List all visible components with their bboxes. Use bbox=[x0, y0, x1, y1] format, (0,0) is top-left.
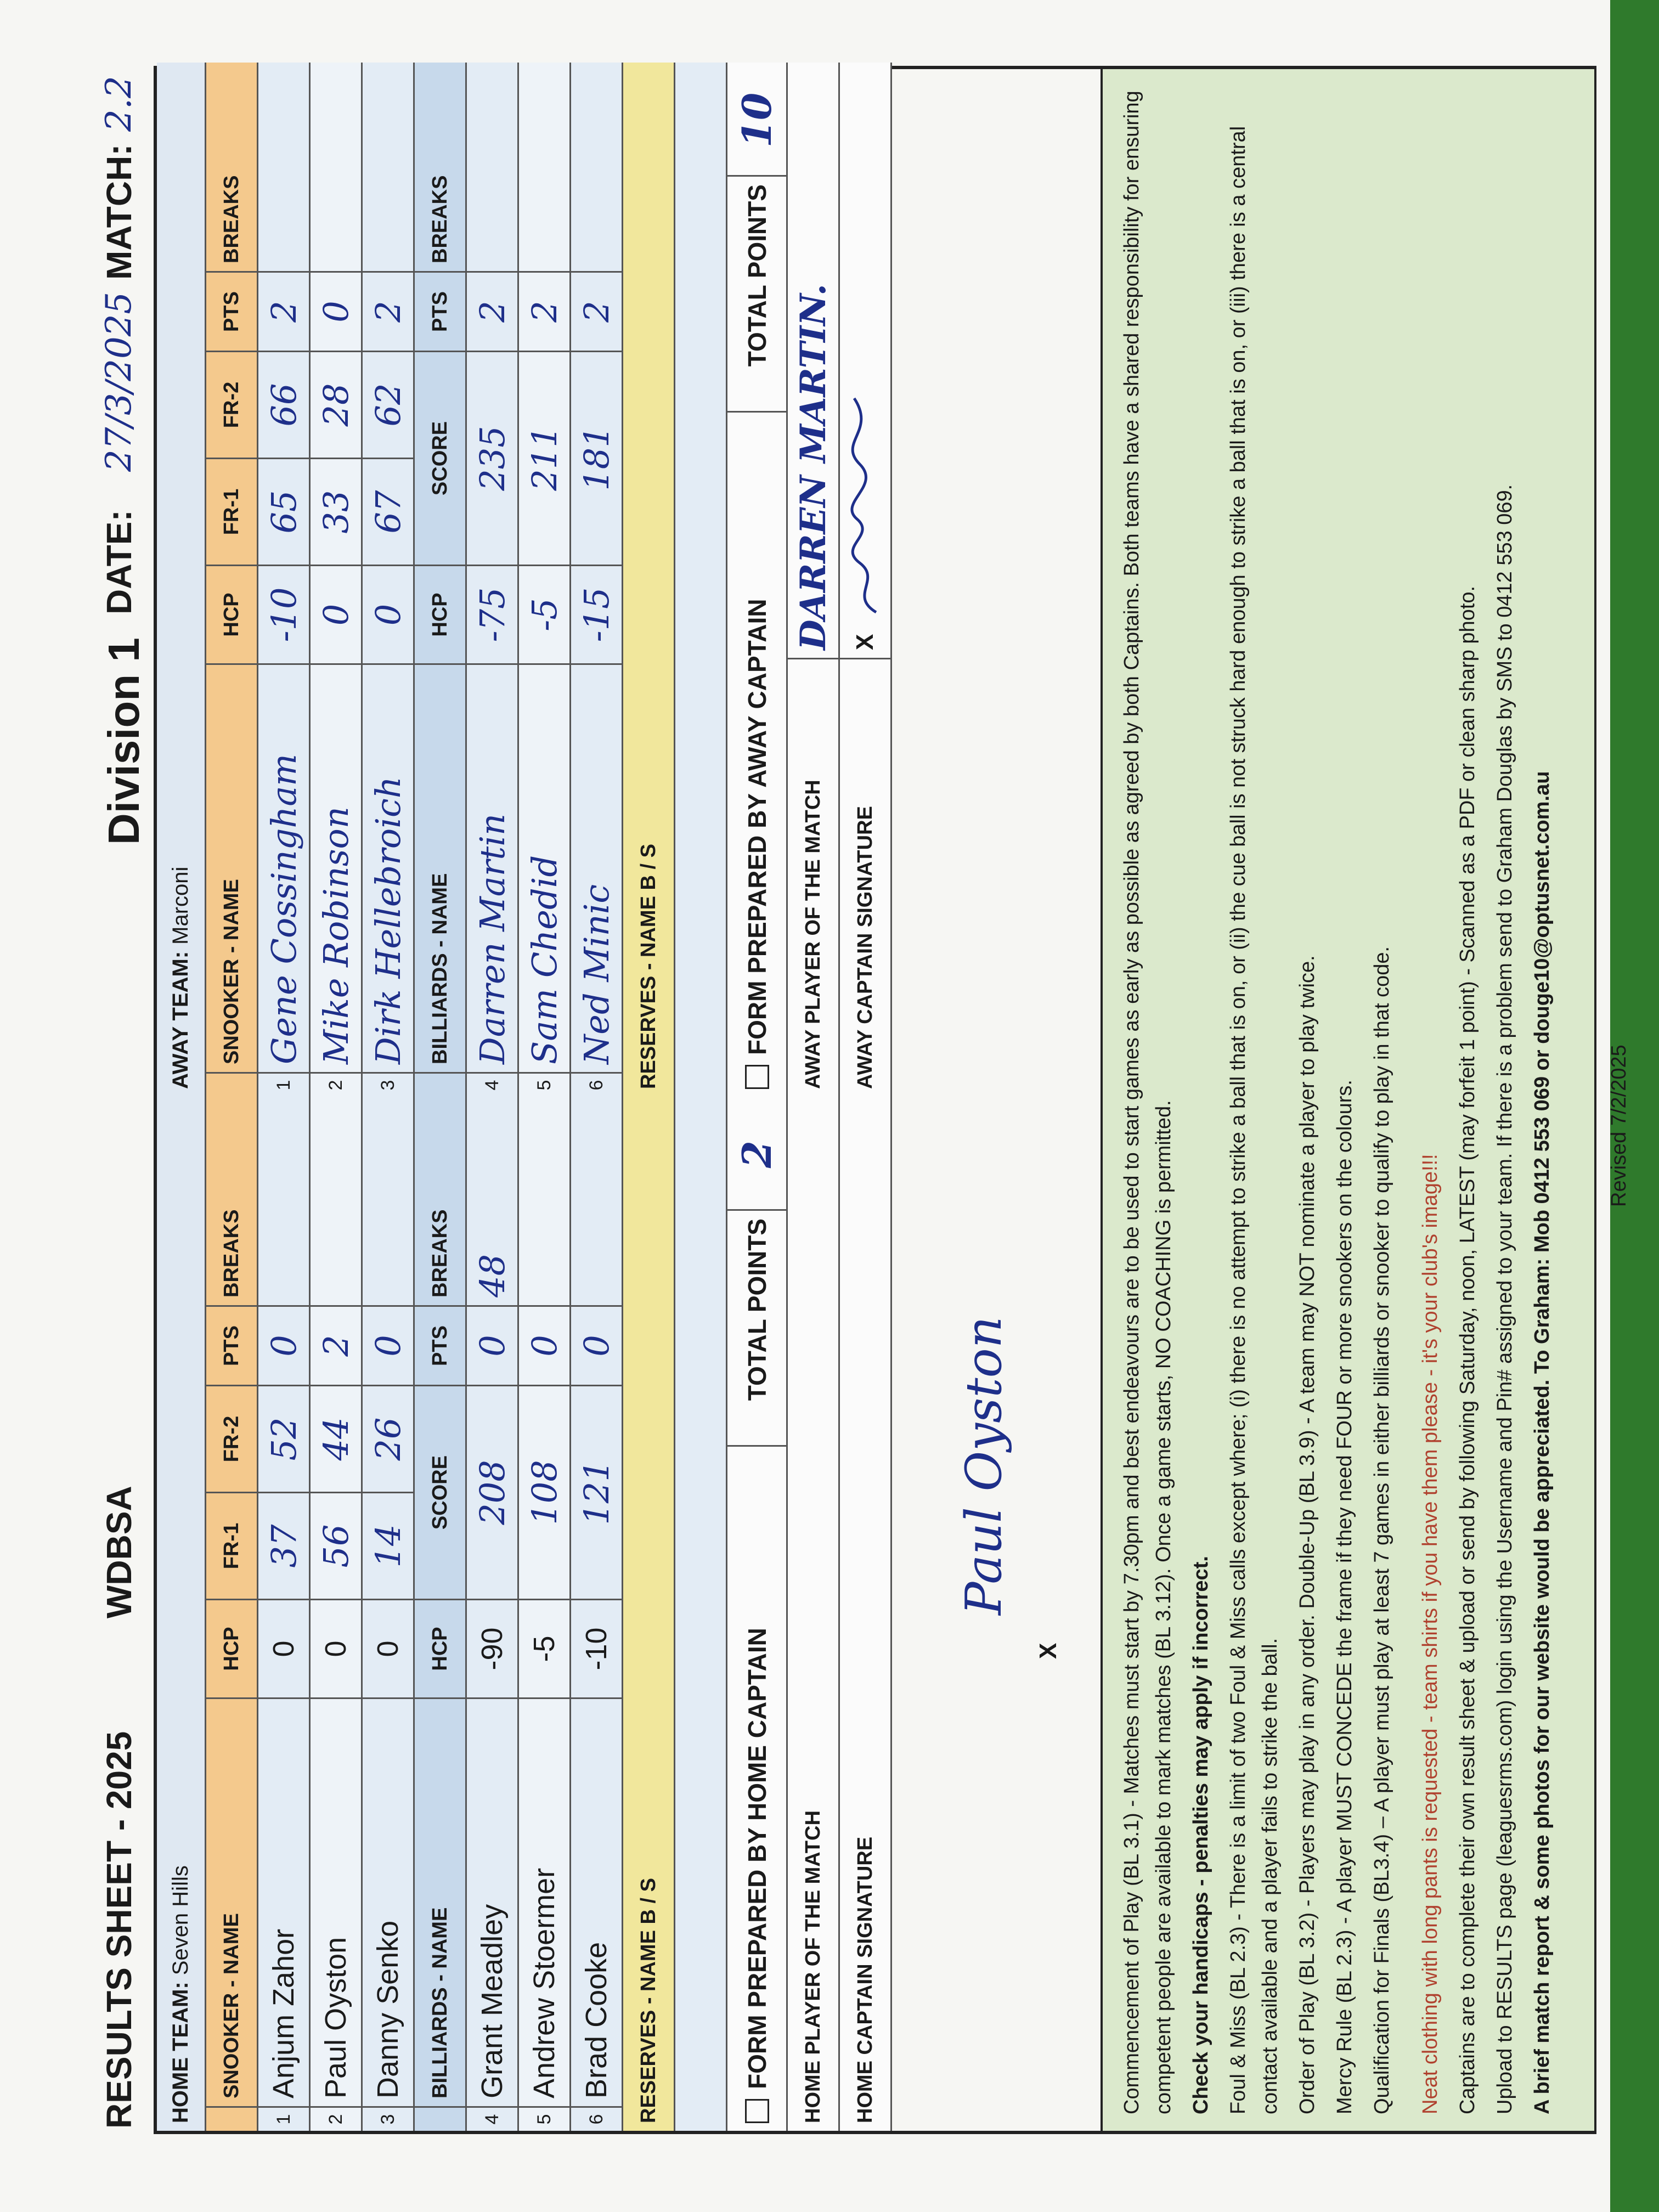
breaks bbox=[363, 1097, 413, 1305]
home-snooker-row bbox=[363, 1097, 415, 2131]
col-breaks: BREAKS bbox=[219, 1209, 243, 1297]
row-number: 6 bbox=[571, 2106, 622, 2131]
player-hcp: -10 bbox=[258, 565, 309, 663]
row-number: 1 bbox=[258, 2106, 309, 2131]
points: 2 bbox=[311, 1305, 361, 1385]
away-team-row bbox=[157, 63, 206, 1097]
col-hcp: HCP bbox=[415, 1599, 465, 1697]
player-hcp: 0 bbox=[363, 1599, 413, 1697]
away-player-of-match-row bbox=[788, 63, 840, 1097]
away-section bbox=[157, 63, 892, 1097]
away-player-of-match-value: DARREN MARTIN. bbox=[792, 284, 834, 650]
frame2-score: 62 bbox=[363, 351, 413, 458]
breaks bbox=[571, 63, 622, 271]
away-captain-signature-label: AWAY CAPTAIN SIGNATURE bbox=[840, 658, 890, 1097]
away-form-checkbox[interactable] bbox=[745, 1065, 769, 1089]
note-report: A brief match report & some photos for our website would be appreciated. To Graham: Mob 0412 553 069 or douge10@optusnet.com.au bbox=[1531, 771, 1554, 2114]
frame1-score: 56 bbox=[311, 1492, 361, 1599]
score: 108 bbox=[519, 1385, 569, 1599]
frame1-score: 65 bbox=[258, 458, 309, 565]
division-label: Division 1 bbox=[99, 637, 148, 845]
points: 2 bbox=[467, 271, 517, 351]
col-fr2: FR-2 bbox=[206, 351, 257, 458]
player-name: Grant Meadley bbox=[467, 1697, 517, 2106]
col-pts: PTS bbox=[206, 1305, 257, 1385]
away-snooker-row bbox=[311, 63, 363, 1097]
home-billiards-row bbox=[519, 1097, 571, 2131]
match-value: 2.2 bbox=[99, 76, 139, 132]
frame2-score: 26 bbox=[363, 1385, 413, 1492]
date-label: DATE: bbox=[99, 510, 139, 614]
col-pts: PTS bbox=[206, 271, 257, 351]
note-neat-clothing: Neat clothing with long pants is requested - team shirts if you have them please - it's your club's image!!! bbox=[1419, 1154, 1442, 2114]
note-captains: Captains are to complete their own result sheet & upload or send by following Saturday, noon, LATEST (may forfeit 1 point) - Scanned as a PDF or clean sharp photo. bbox=[1456, 585, 1479, 2114]
row-number: 5 bbox=[519, 1072, 569, 1097]
home-captain-signature-row bbox=[840, 1097, 892, 2131]
points: 2 bbox=[571, 271, 622, 351]
col-name: BILLIARDS - NAME bbox=[415, 1697, 465, 2106]
home-section bbox=[157, 1094, 1062, 2131]
score: 235 bbox=[467, 351, 517, 565]
player-name: Danny Senko bbox=[363, 1697, 413, 2106]
points: 0 bbox=[363, 1305, 413, 1385]
frame2-score: 28 bbox=[311, 351, 361, 458]
player-name: Andrew Stoermer bbox=[519, 1697, 569, 2106]
note-handicaps: Check your handicaps - penalties may apply if incorrect. bbox=[1189, 1556, 1212, 2114]
breaks bbox=[571, 1097, 622, 1305]
player-hcp: -15 bbox=[571, 565, 622, 663]
away-total-label: TOTAL POINTS bbox=[727, 175, 786, 411]
score: 181 bbox=[571, 351, 622, 565]
results-sheet bbox=[82, 55, 1630, 2140]
home-sig-x: X bbox=[1035, 1643, 1062, 1659]
away-captain-signature-row bbox=[840, 63, 892, 1097]
home-form-prepared-label: FORM PREPARED BY HOME CAPTAIN bbox=[742, 1628, 771, 2089]
home-team-row bbox=[157, 1097, 206, 2131]
col-name: SNOOKER - NAME bbox=[206, 663, 257, 1072]
reserves-label: RESERVES - NAME B / S bbox=[636, 1878, 660, 2123]
row-number: 5 bbox=[519, 2106, 569, 2131]
away-captain-signature bbox=[843, 387, 887, 618]
date-value: 27/3/2025 bbox=[99, 291, 139, 472]
player-name: Mike Robinson bbox=[311, 663, 361, 1072]
note-qualification: Qualification for Finals (BL3.4) – A player must play at least 7 games in either billiards or snooker to qualify to play in that code. bbox=[1370, 946, 1393, 2114]
col-pts: PTS bbox=[415, 1305, 465, 1385]
points: 0 bbox=[571, 1305, 622, 1385]
player-hcp: -10 bbox=[571, 1599, 622, 1697]
score: 208 bbox=[467, 1385, 517, 1599]
frame2-score: 66 bbox=[258, 351, 309, 458]
away-sig-x: X bbox=[851, 634, 878, 650]
player-name: Gene Cossingham bbox=[258, 663, 309, 1072]
home-total-row bbox=[727, 1097, 788, 2131]
away-form-prepared-label: FORM PREPARED BY AWAY CAPTAIN bbox=[742, 599, 771, 1055]
away-reserves-header bbox=[623, 63, 675, 1097]
col-fr2: FR-2 bbox=[206, 1385, 257, 1492]
away-snooker-row bbox=[363, 63, 415, 1097]
away-billiards-header bbox=[415, 63, 467, 1097]
frame2-score: 52 bbox=[258, 1385, 309, 1492]
away-total-row bbox=[727, 63, 788, 1097]
home-billiards-row bbox=[467, 1097, 519, 2131]
row-number: 3 bbox=[363, 1072, 413, 1097]
away-team-label: AWAY TEAM: bbox=[168, 951, 193, 1089]
player-name: Brad Cooke bbox=[571, 1697, 622, 2106]
frame1-score: 14 bbox=[363, 1492, 413, 1599]
points: 0 bbox=[467, 1305, 517, 1385]
association-name: WDBSA bbox=[99, 1486, 139, 1618]
score: 121 bbox=[571, 1385, 622, 1599]
home-player-of-match-label: HOME PLAYER OF THE MATCH bbox=[801, 1810, 825, 2123]
player-name: Paul Oyston bbox=[311, 1697, 361, 2106]
player-hcp: 0 bbox=[258, 1599, 309, 1697]
breaks: 48 bbox=[472, 1254, 512, 1297]
row-number: 4 bbox=[467, 2106, 517, 2131]
home-snooker-row bbox=[258, 1097, 311, 2131]
away-player-of-match-label: AWAY PLAYER OF THE MATCH bbox=[788, 658, 838, 1097]
home-player-of-match-value: Paul Oyston bbox=[955, 1316, 1013, 1615]
player-name: Sam Chedid bbox=[519, 663, 569, 1072]
points: 0 bbox=[311, 271, 361, 351]
home-reserves-row bbox=[675, 1097, 727, 2131]
points: 2 bbox=[363, 271, 413, 351]
home-team-name: Seven Hills bbox=[168, 1865, 193, 1976]
col-breaks: BREAKS bbox=[428, 1209, 452, 1297]
col-name: SNOOKER - NAME bbox=[206, 1697, 257, 2106]
col-hcp: HCP bbox=[206, 1599, 257, 1697]
player-hcp: 0 bbox=[363, 565, 413, 663]
away-snooker-row bbox=[258, 63, 311, 1097]
note-foul-miss: Foul & Miss (BL 2.3) - There is a limit of two Foul & Miss calls except where; (i) there is no attempt to strike a ball that is on, or (ii) the cue ball is not struck hard enough to strike a ball that is on, or (iii) there is a central contact available and a player fails to strike the ball. bbox=[1227, 126, 1282, 2114]
player-hcp: 0 bbox=[311, 565, 361, 663]
reserves-label: RESERVES - NAME B / S bbox=[636, 844, 660, 1089]
breaks bbox=[311, 63, 361, 271]
match-label: MATCH: bbox=[99, 144, 139, 280]
player-name: Anjum Zahor bbox=[258, 1697, 309, 2106]
breaks bbox=[311, 1097, 361, 1305]
player-name: Darren Martin bbox=[467, 663, 517, 1072]
note-mercy-rule: Mercy Rule (BL 2.3) - A player MUST CONCEDE the frame if they need FOUR or more snookers on the colours. bbox=[1333, 1080, 1356, 2114]
row-number: 6 bbox=[571, 1072, 622, 1097]
col-fr1: FR-1 bbox=[206, 1492, 257, 1599]
results-table bbox=[154, 66, 1596, 2134]
points: 2 bbox=[519, 271, 569, 351]
home-reserves-header bbox=[623, 1097, 675, 2131]
away-billiards-row bbox=[519, 63, 571, 1097]
home-form-checkbox[interactable] bbox=[745, 2099, 769, 2123]
row-number: 4 bbox=[467, 1072, 517, 1097]
note-order-of-play: Order of Play (BL 3.2) - Players may play in any order. Double-Up (BL 3.9) - A team may NOT nominate a player to play twice. bbox=[1296, 955, 1319, 2114]
breaks bbox=[519, 1097, 569, 1305]
revised-date: Revised 7/2/2025 bbox=[1607, 1045, 1630, 1207]
frame2-score: 44 bbox=[311, 1385, 361, 1492]
breaks bbox=[467, 63, 517, 271]
note-upload: Upload to RESULTS page (leaguesrms.com) login using the Username and Pin# assigned to your team. If there is a problem send to Graham Douglas by SMS to 0412 553 069. bbox=[1493, 484, 1516, 2114]
col-pts: PTS bbox=[415, 271, 465, 351]
away-team-name: Marconi bbox=[168, 866, 193, 945]
away-billiards-row bbox=[467, 63, 519, 1097]
sheet-title: RESULTS SHEET - 2025 bbox=[99, 1731, 139, 2129]
player-hcp: -5 bbox=[519, 1599, 569, 1697]
col-breaks: BREAKS bbox=[428, 175, 452, 263]
sheet-header bbox=[82, 55, 165, 2140]
rules-notes bbox=[1101, 69, 1594, 2131]
player-hcp: 0 bbox=[311, 1599, 361, 1697]
home-billiards-row bbox=[571, 1097, 623, 2131]
home-captain-signature-label: HOME CAPTAIN SIGNATURE bbox=[853, 1836, 877, 2123]
breaks bbox=[519, 63, 569, 271]
col-name: BILLIARDS - NAME bbox=[415, 663, 465, 1072]
note-commencement: Commencement of Play (BL 3.1) - Matches must start by 7.30pm and best endeavours are to be used to start games as early as possible as agreed by both Captains. Both teams have a shared responsibility for ensuring competent people are available to mark matches (BL 3.12). Once a game starts, NO COACHING is permitted. bbox=[1120, 91, 1175, 2114]
player-hcp: -5 bbox=[519, 565, 569, 663]
away-total-points: 10 bbox=[733, 92, 780, 148]
row-number: 3 bbox=[363, 2106, 413, 2131]
away-snooker-header bbox=[206, 63, 258, 1097]
away-billiards-row bbox=[571, 63, 623, 1097]
score: 211 bbox=[519, 351, 569, 565]
frame1-score: 37 bbox=[258, 1492, 309, 1599]
home-billiards-header bbox=[415, 1097, 467, 2131]
player-hcp: -90 bbox=[467, 1599, 517, 1697]
row-number: 2 bbox=[311, 2106, 361, 2131]
row-number: 1 bbox=[258, 1072, 309, 1097]
col-score: SCORE bbox=[415, 1385, 465, 1599]
points: 2 bbox=[258, 271, 309, 351]
home-team-label: HOME TEAM: bbox=[168, 1982, 193, 2123]
away-reserves-row bbox=[675, 63, 727, 1097]
col-breaks: BREAKS bbox=[219, 175, 243, 263]
frame1-score: 33 bbox=[311, 458, 361, 565]
points: 0 bbox=[258, 1305, 309, 1385]
row-number: 2 bbox=[311, 1072, 361, 1097]
home-snooker-row bbox=[311, 1097, 363, 2131]
home-snooker-header bbox=[206, 1097, 258, 2131]
breaks bbox=[363, 63, 413, 271]
col-score: SCORE bbox=[415, 351, 465, 565]
col-hcp: HCP bbox=[206, 565, 257, 663]
player-name: Ned Minic bbox=[571, 663, 622, 1072]
breaks bbox=[258, 63, 309, 271]
breaks bbox=[258, 1097, 309, 1305]
col-fr1: FR-1 bbox=[206, 458, 257, 565]
player-name: Dirk Hellebroich bbox=[363, 663, 413, 1072]
home-total-points: 2 bbox=[733, 1140, 780, 1169]
frame1-score: 67 bbox=[363, 458, 413, 565]
points: 0 bbox=[519, 1305, 569, 1385]
home-total-label: TOTAL POINTS bbox=[727, 1209, 786, 1445]
home-player-of-match-row bbox=[788, 1097, 840, 2131]
player-hcp: -75 bbox=[467, 565, 517, 663]
col-hcp: HCP bbox=[415, 565, 465, 663]
